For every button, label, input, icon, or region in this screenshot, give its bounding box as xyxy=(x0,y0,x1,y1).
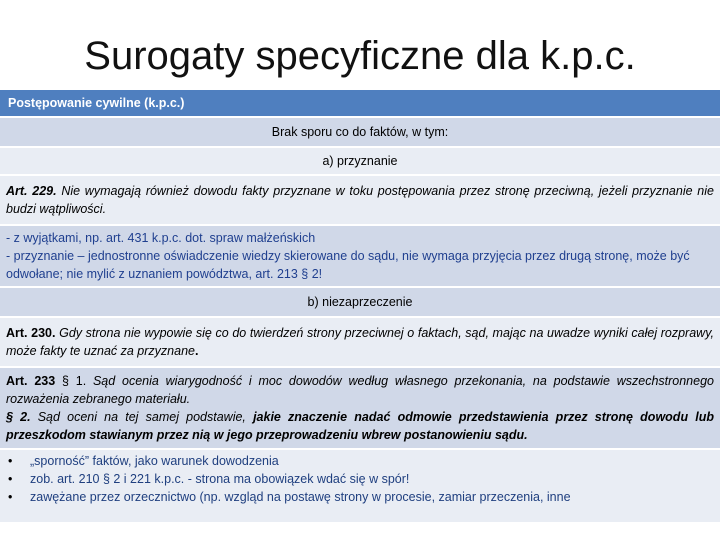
bullet-icon: • xyxy=(8,472,13,486)
list-item xyxy=(6,452,714,470)
art-233-label: Art. 233 xyxy=(6,374,56,388)
art-230-end: . xyxy=(194,344,199,358)
bullets-cell xyxy=(0,449,720,522)
art-233-p2-text-b: jakie znaczenie nadać odmowie przedstawienia przez stronę dowodu lub przeszkodom stawianym przez nią w jego przeprowadzeniu wbrew postanowieniu sądu. xyxy=(6,410,714,442)
bullet-text: zob. art. 210 § 2 i 221 k.p.c. - strona ma obowiązek wdać się w spór! xyxy=(30,472,410,486)
table-row xyxy=(0,175,720,225)
art-233-p2-text-a: Sąd oceni na tej samej podstawie, xyxy=(30,410,254,424)
row-niezaprzeczenie: b) niezaprzeczenie xyxy=(0,287,720,317)
row-przyznanie: a) przyznanie xyxy=(0,147,720,175)
exceptions-cell xyxy=(0,225,720,287)
list-item xyxy=(6,470,714,488)
art-229-cell xyxy=(0,175,720,225)
list-item xyxy=(6,488,714,506)
slide-title: Surogaty specyficzne dla k.p.c. xyxy=(84,34,636,78)
table-header: Postępowanie cywilne (k.p.c.) xyxy=(0,89,720,117)
exceptions-line-2: - przyznanie – jednostronne oświadczenie wiedzy skierowane do sądu, nie wymaga przyjęcia przez drugą stronę, może być odwołane; nie mylić z uznaniem powództwa, art. 213 § 2! xyxy=(6,249,690,281)
art-233-cell xyxy=(0,367,720,449)
bullet-icon: • xyxy=(8,490,13,504)
art-230-label: Art. 230. xyxy=(6,326,56,340)
table-row xyxy=(0,367,720,449)
table-row xyxy=(0,225,720,287)
row-brak-sporu: Brak sporu co do faktów, w tym: xyxy=(0,117,720,147)
bullet-list xyxy=(6,452,714,506)
bullet-text: zawężane przez orzecznictwo (np. wzgląd na postawę strony w procesie, zamiar przeczenia, inne xyxy=(30,490,571,504)
content-table xyxy=(0,88,720,522)
art-233-p1-text: Sąd ocenia wiarygodność i moc dowodów według własnego przekonania, na podstawie wszechstronnego rozważenia zebranego materiału. xyxy=(6,374,714,406)
table-header-row xyxy=(0,89,720,117)
bullet-text: „sporność” faktów, jako warunek dowodzenia xyxy=(30,454,279,468)
art-230-text: Gdy strona nie wypowie się co do twierdzeń strony przeciwnej o faktach, sąd, mając na uwadze wyniki całej rozprawy, może fakty te uznać za przyznane xyxy=(6,326,714,358)
exceptions-line-1: - z wyjątkami, np. art. 431 k.p.c. dot. spraw małżeńskich xyxy=(6,231,316,245)
art-229-text: Nie wymagają również dowodu fakty przyznane w toku postępowania przez stronę przeciwną, jeżeli przyznanie nie budzi wątpliwości. xyxy=(6,184,714,216)
table-row xyxy=(0,117,720,147)
table-row xyxy=(0,287,720,317)
bullet-icon: • xyxy=(8,454,13,468)
table-row xyxy=(0,449,720,522)
art-233-p1-label: § 1. xyxy=(55,374,87,388)
art-233-p2-label: § 2. xyxy=(6,410,31,424)
table-row xyxy=(0,147,720,175)
art-229-label: Art. 229. xyxy=(6,184,57,198)
table-row xyxy=(0,317,720,367)
art-230-cell xyxy=(0,317,720,367)
